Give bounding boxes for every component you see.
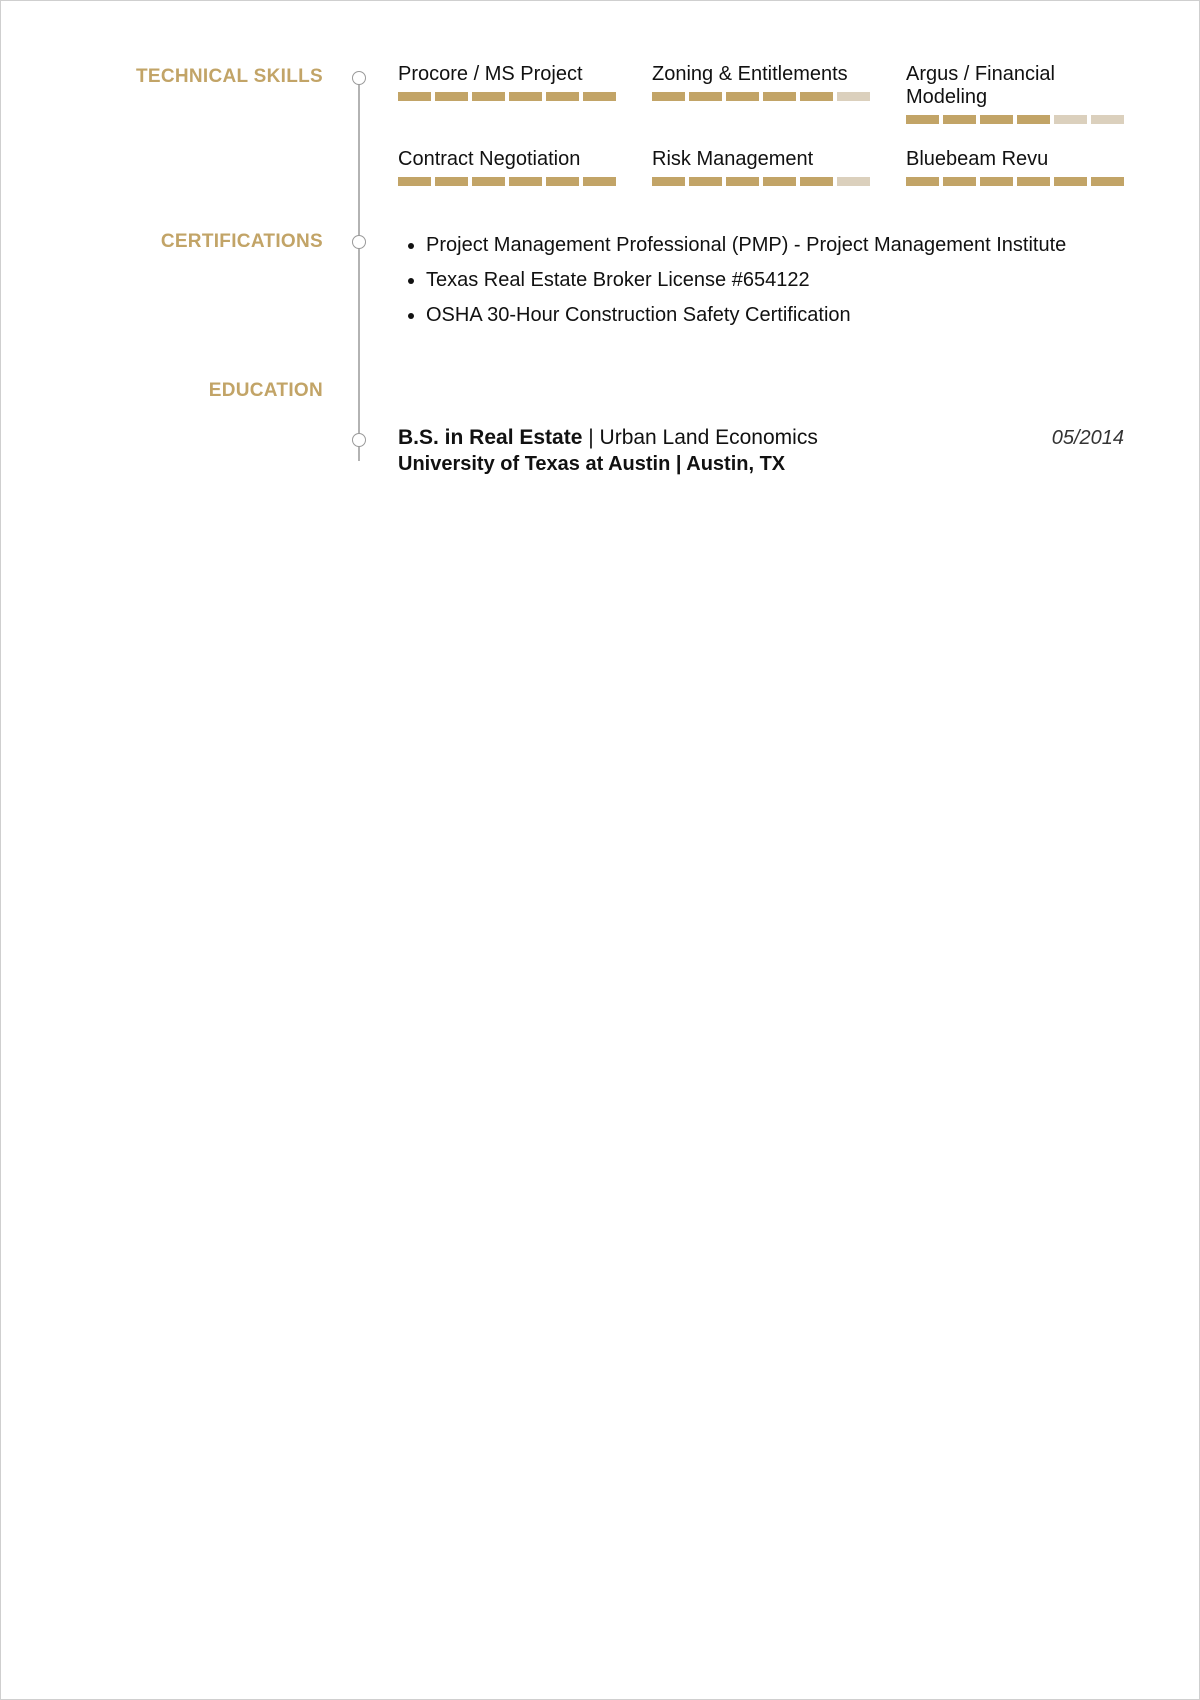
certification-item: • OSHA 30-Hour Construction Safety Certification (426, 298, 1066, 333)
education-field: Urban Land Economics (599, 426, 818, 449)
skill-bar-segment-filled (1017, 177, 1050, 186)
skill-bar-segment-filled (726, 177, 759, 186)
timeline-node-certifications (352, 235, 366, 249)
skill-name: Risk Management (652, 148, 814, 170)
education-school: University of Texas at Austin | Austin, TX (398, 453, 786, 475)
certification-item: • Project Management Professional (PMP) - Project Management Institute (426, 228, 1066, 263)
skill-bar-segment-filled (800, 177, 833, 186)
skill-bar-segment-filled (943, 177, 976, 186)
skill-bar-segment-filled (509, 92, 542, 101)
skill-level-bar (398, 177, 618, 186)
skill-bar-segment-filled (652, 177, 685, 186)
skill-bar-segment-filled (435, 92, 468, 101)
skill-bar-segment-filled (763, 92, 796, 101)
skill-bar-segment-filled (763, 177, 796, 186)
skill-level-bar (652, 177, 872, 186)
skill-bar-segment-empty (837, 92, 870, 101)
skill-level-bar (652, 92, 872, 101)
skill-bar-segment-filled (472, 92, 505, 101)
timeline-node-skills (352, 71, 366, 85)
skill-bar-segment-filled (583, 92, 616, 101)
skill-bar-segment-filled (1054, 177, 1087, 186)
skill-item (652, 148, 872, 186)
section-title-education: EDUCATION (208, 380, 323, 401)
skill-item (906, 63, 1126, 124)
skill-bar-segment-filled (943, 115, 976, 124)
skill-bar-segment-filled (1091, 177, 1124, 186)
timeline-line (358, 77, 360, 461)
section-title-certifications: CERTIFICATIONS (160, 231, 323, 252)
skill-level-bar (906, 115, 1126, 124)
skill-name: Argus / Financial Modeling (906, 63, 1055, 108)
skill-bar-segment-empty (837, 177, 870, 186)
skill-bar-segment-filled (980, 115, 1013, 124)
skill-name: Procore / MS Project (398, 63, 583, 85)
skill-bar-segment-filled (1017, 115, 1050, 124)
education-degree: B.S. in Real Estate (398, 426, 583, 449)
skill-bar-segment-filled (689, 177, 722, 186)
skill-bar-segment-filled (906, 177, 939, 186)
timeline-node-education (352, 433, 366, 447)
skill-bar-segment-empty (1091, 115, 1124, 124)
skill-bar-segment-filled (472, 177, 505, 186)
skill-item (906, 148, 1126, 186)
skill-bar-segment-filled (398, 92, 431, 101)
skill-bar-segment-filled (726, 92, 759, 101)
skill-bar-segment-filled (509, 177, 542, 186)
skill-bar-segment-filled (980, 177, 1013, 186)
skill-name: Zoning & Entitlements (652, 63, 848, 85)
section-title-technical-skills: TECHNICAL SKILLS (135, 66, 323, 87)
skill-bar-segment-empty (1054, 115, 1087, 124)
skill-item (652, 63, 872, 101)
education-entry (398, 425, 1124, 477)
skill-name: Contract Negotiation (398, 148, 581, 170)
certifications-list (398, 228, 1066, 333)
skill-bar-segment-filled (398, 177, 431, 186)
skill-bar-segment-filled (652, 92, 685, 101)
skill-bar-segment-filled (546, 177, 579, 186)
education-separator: | (582, 426, 600, 449)
skill-item (398, 63, 618, 101)
education-date: 05/2014 (1051, 427, 1124, 449)
skill-item (398, 148, 618, 186)
skill-bar-segment-filled (800, 92, 833, 101)
skill-bar-segment-filled (689, 92, 722, 101)
skill-bar-segment-filled (435, 177, 468, 186)
certification-item: • Texas Real Estate Broker License #654122 (426, 263, 1066, 298)
skill-bar-segment-filled (583, 177, 616, 186)
skill-name: Bluebeam Revu (906, 148, 1049, 170)
skill-level-bar (906, 177, 1126, 186)
skill-bar-segment-filled (906, 115, 939, 124)
skill-level-bar (398, 92, 618, 101)
skill-bar-segment-filled (546, 92, 579, 101)
